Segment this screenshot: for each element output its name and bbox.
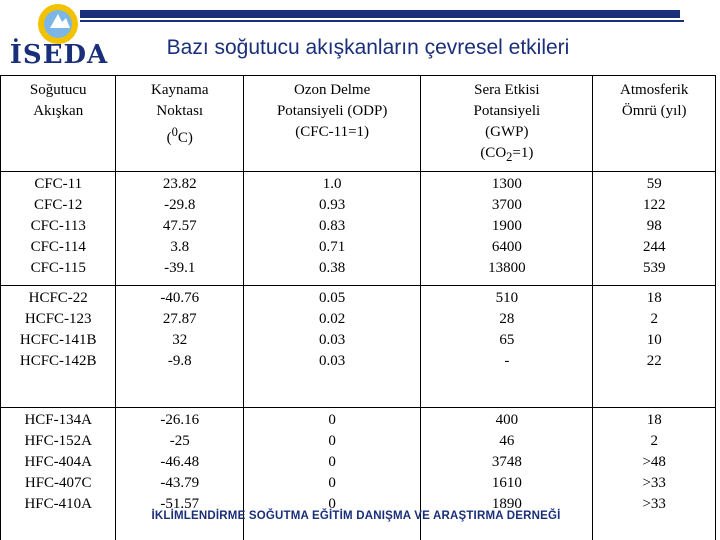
boiling-cell: -40.76 27.87 32 -9.8 [116, 286, 244, 408]
boiling-unit: ($^0$C) [166, 125, 193, 146]
top-rule [80, 10, 680, 18]
odp-cell: 0.05 0.02 0.03 0.03 [244, 286, 421, 408]
header-boiling-point: Kaynama Noktası ($^0$C) [116, 76, 244, 172]
refrigerant-table [0, 75, 716, 540]
header-row [1, 76, 716, 172]
header-odp: Ozon Delme Potansiyeli (ODP) (CFC-11=1) [244, 76, 421, 172]
top-rule-thin [80, 20, 684, 22]
table-row-cfc [1, 172, 716, 286]
lifetime-cell: 18 2 10 22 [593, 286, 716, 408]
lifetime-cell: 59 122 98 244 539 [593, 172, 716, 286]
boiling-cell: 23.82 -29.8 47.57 3.8 -39.1 [116, 172, 244, 286]
gwp-cell: 400 46 3748 1610 1890 [421, 408, 593, 540]
odp-cell: 0 0 0 0 0 [244, 408, 421, 540]
gwp-cell: 1300 3700 1900 6400 13800 [421, 172, 593, 286]
odp-cell: 1.0 0.93 0.83 0.71 0.38 [244, 172, 421, 286]
header-lifetime: Atmosferik Ömrü (yıl) [593, 76, 716, 172]
logo-text: İSEDA [9, 40, 109, 70]
lifetime-cell: 18 2 >48 >33 >33 [593, 408, 716, 540]
names-cell: HCF-134A HFC-152A HFC-404A HFC-407C HFC-410A [1, 408, 116, 540]
page-title: Bazı soğutucu akışkanların çevresel etkileri [166, 36, 570, 59]
table-row-hcfc [1, 286, 716, 408]
header-refrigerant: Soğutucu Akışkan [1, 76, 116, 172]
boiling-cell: -26.16 -25 -46.48 -43.79 -51.57 [116, 408, 244, 540]
names-cell: HCFC-22 HCFC-123 HCFC-141B HCFC-142B [1, 286, 116, 408]
footer-organization: İKLİMLENDİRME SOĞUTMA EĞİTİM DANIŞMA VE ARAŞTIRMA DERNEĞİ [151, 510, 561, 522]
header-gwp: Sera Etkisi Potansiyeli (GWP) $(CO_2=1)$ [421, 76, 593, 172]
names-cell: CFC-11 CFC-12 CFC-113 CFC-114 CFC-115 [1, 172, 116, 286]
gwp-cell: 510 28 65 - [421, 286, 593, 408]
gwp-reference: $(CO_2=1)$ [480, 145, 534, 164]
